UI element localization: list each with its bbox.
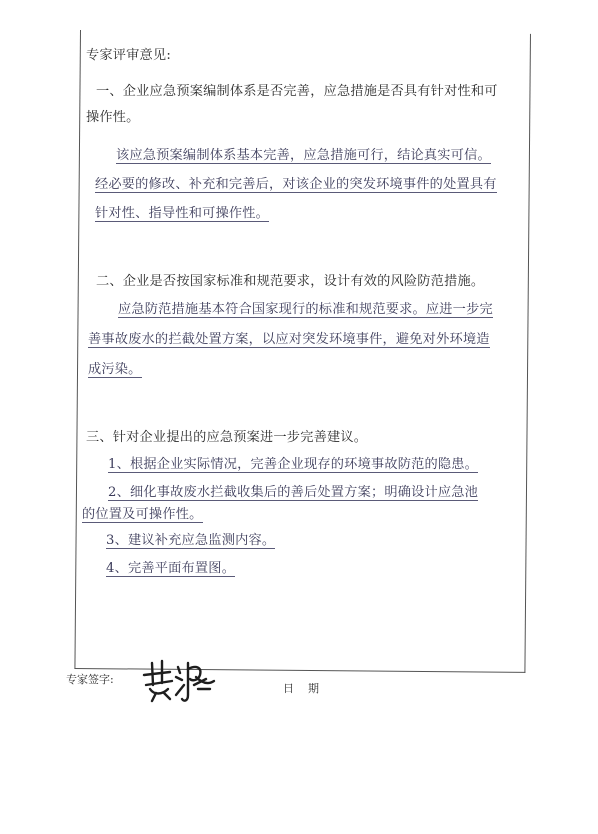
q2-answer-line2: 善事故废水的拦截处置方案，以应对突发环境事件，避免对外环境造 bbox=[88, 332, 490, 347]
q3-answer-line1: 1、根据企业实际情况，完善企业现存的环境事故防范的隐患。 bbox=[108, 457, 479, 472]
q1-answer-line1: 该应急预案编制体系基本完善，应急措施可行，结论真实可信。 bbox=[116, 148, 491, 163]
q1-answer-line2: 经必要的修改、补充和完善后，对该企业的突发环境事件的处置具有 bbox=[95, 177, 497, 192]
handwritten-signature bbox=[140, 655, 220, 710]
q1-question-line2: 操作性。 bbox=[86, 110, 140, 125]
q3-answer-line5: 4、完善平面布置图。 bbox=[106, 561, 236, 576]
q2-answer-line3: 成污染。 bbox=[88, 362, 142, 377]
q2-question-line1: 二、企业是否按国家标准和规范要求，设计有效的风险防范措施。 bbox=[96, 274, 485, 289]
q3-question-line1: 三、针对企业提出的应急预案进一步完善建议。 bbox=[86, 430, 368, 445]
date-label: 日期 bbox=[283, 682, 333, 695]
q1-answer-line3: 针对性、指导性和可操作性。 bbox=[95, 206, 270, 221]
q3-answer-line2: 2、细化事故废水拦截收集后的善后处置方案；明确设计应急池 bbox=[108, 485, 479, 500]
section-title: 专家评审意见: bbox=[86, 48, 171, 63]
signature-label: 专家签字: bbox=[66, 673, 114, 686]
q3-answer-line4: 3、建议补充应急监测内容。 bbox=[106, 533, 276, 548]
q2-answer-line1: 应急防范措施基本符合国家现行的标准和规范要求。应进一步完 bbox=[118, 302, 493, 317]
q3-answer-line3: 的位置及可操作性。 bbox=[82, 507, 203, 522]
q1-question-line1: 一、企业应急预案编制体系是否完善，应急措施是否具有针对性和可 bbox=[96, 84, 498, 99]
